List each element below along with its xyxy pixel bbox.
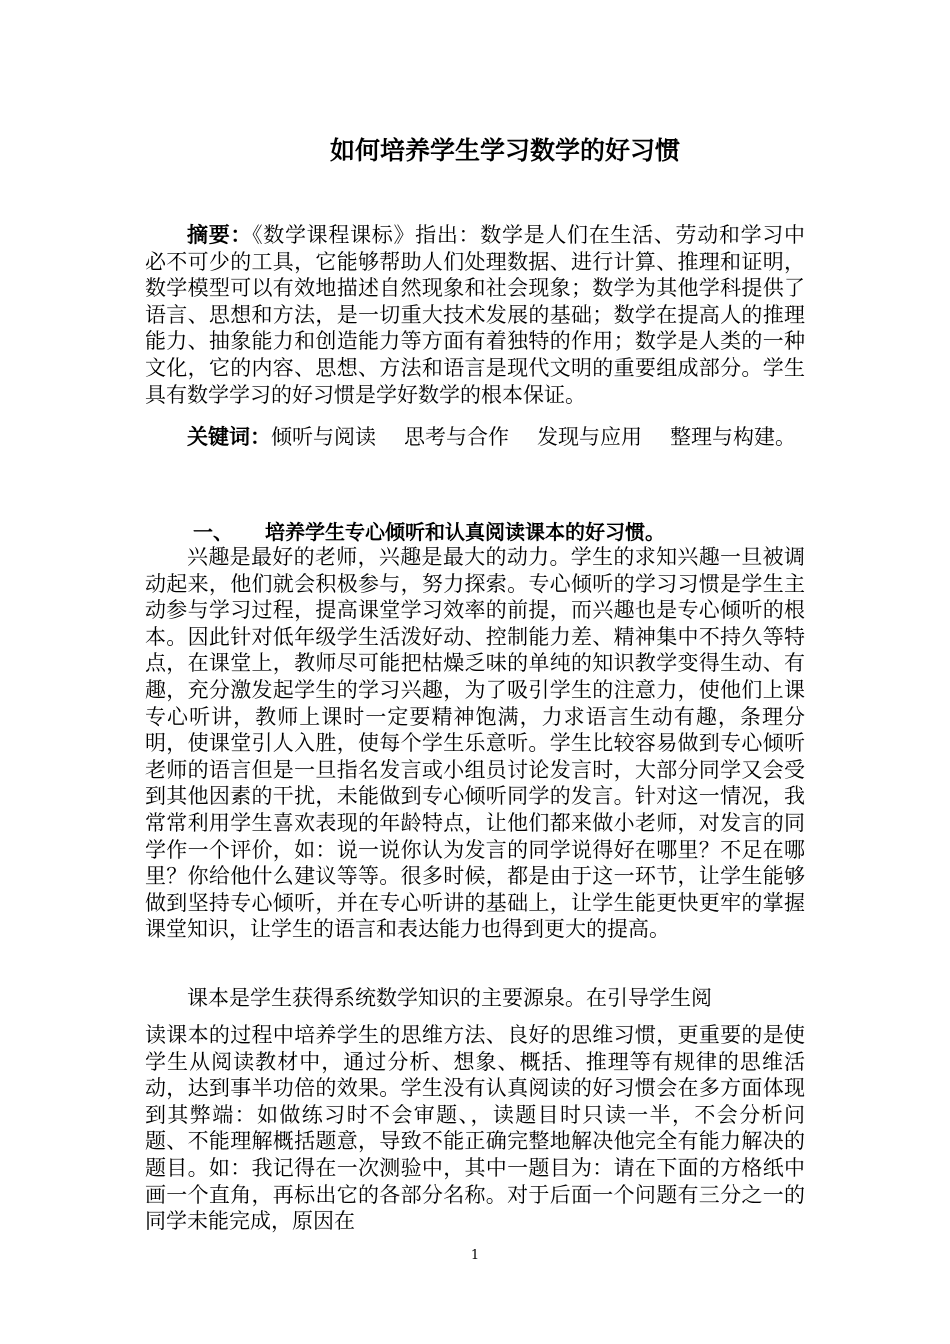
abstract-paragraph <box>145 222 805 408</box>
keyword-item: 倾听与阅读 <box>271 425 376 449</box>
body-paragraph: 读课本的过程中培养学生的思维方法、良好的思维习惯，更重要的是使学生从阅读教材中，通过分析、想象、概括、推理等有规律的思维活动，达到事半功倍的效果。学生没有认真阅读的好习惯会在多方面体现到其弊端：如做练习时不会审题、，读题目时只读一半，不会分析问题、不能理解概括题意，导致不能正确完整地解决他完全有能力解决的题目。如：我记得在一次测验中，其中一题目为：请在下面的方格纸中画一个直角，再标出它的各部分名称。对于后面一个问题有三分之一的同学未能完成，原因在 <box>145 1023 805 1234</box>
keywords-paragraph <box>145 424 805 451</box>
keyword-item: 思考与合作 <box>404 425 509 449</box>
abstract-text: 《数学课程课标》指出：数学是人们在生活、劳动和学习中必不可少的工具，它能够帮助人们处理数据、进行计算、推理和证明，数学模型可以有效地描述自然现象和社会现象；数学为其他学科提供了语言、思想和方法，是一切重大技术发展的基础；数学在提高人的推理能力、抽象能力和创造能力等方面有着独特的作用；数学是人类的一种文化，它的内容、思想、方法和语言是现代文明的重要组成部分。学生具有数学学习的好习惯是学好数学的根本保证。 <box>145 223 806 407</box>
body-paragraph: 兴趣是最好的老师，兴趣是最大的动力。学生的求知兴趣一旦被调动起来，他们就会积极参与，努力探索。专心倾听的学习习惯是学生主动参与学习过程，提高课堂学习效率的前提，而兴趣也是专心倾听的根本。因此针对低年级学生活泼好动、控制能力差、精神集中不持久等特点，在课堂上，教师尽可能把枯燥乏味的单纯的知识教学变得生动、有趣，充分激发起学生的学习兴趣，为了吸引学生的注意力，使他们上课专心听讲，教师上课时一定要精神饱满，力求语言生动有趣，条理分明，使课堂引人入胜，使每个学生乐意听。学生比较容易做到专心倾听老师的语言但是一旦指名发言或小组员讨论发言时，大部分同学又会受到其他因素的干扰，未能做到专心倾听同学的发言。针对这一情况，我常常利用学生喜欢表现的年龄特点，让他们都来做小老师，对发言的同学作一个评价，如：说一说你认为发言的同学说得好在哪里？不足在哪里？你给他什么建议等等。很多时候，都是由于这一环节，让学生能够做到坚持专心倾听，并在专心听讲的基础上，让学生能更快更牢的掌握课堂知识，让学生的语言和表达能力也得到更大的提高。 <box>145 545 805 942</box>
section-number: 一、 <box>193 520 233 544</box>
section-heading <box>193 518 665 546</box>
keywords-label: 关键词： <box>187 425 271 449</box>
document-title: 如何培养学生学习数学的好习惯 <box>329 136 680 165</box>
page-number: 1 <box>470 1248 480 1263</box>
section-heading-text: 培养学生专心倾听和认真阅读课本的好习惯。 <box>265 520 665 544</box>
body-paragraph-first-line: 课本是学生获得系统数学知识的主要源泉。在引导学生阅 <box>187 986 712 1010</box>
keyword-item: 整理与构建。 <box>670 425 796 449</box>
keyword-item: 发现与应用 <box>537 425 642 449</box>
abstract-label: 摘要： <box>187 223 253 247</box>
